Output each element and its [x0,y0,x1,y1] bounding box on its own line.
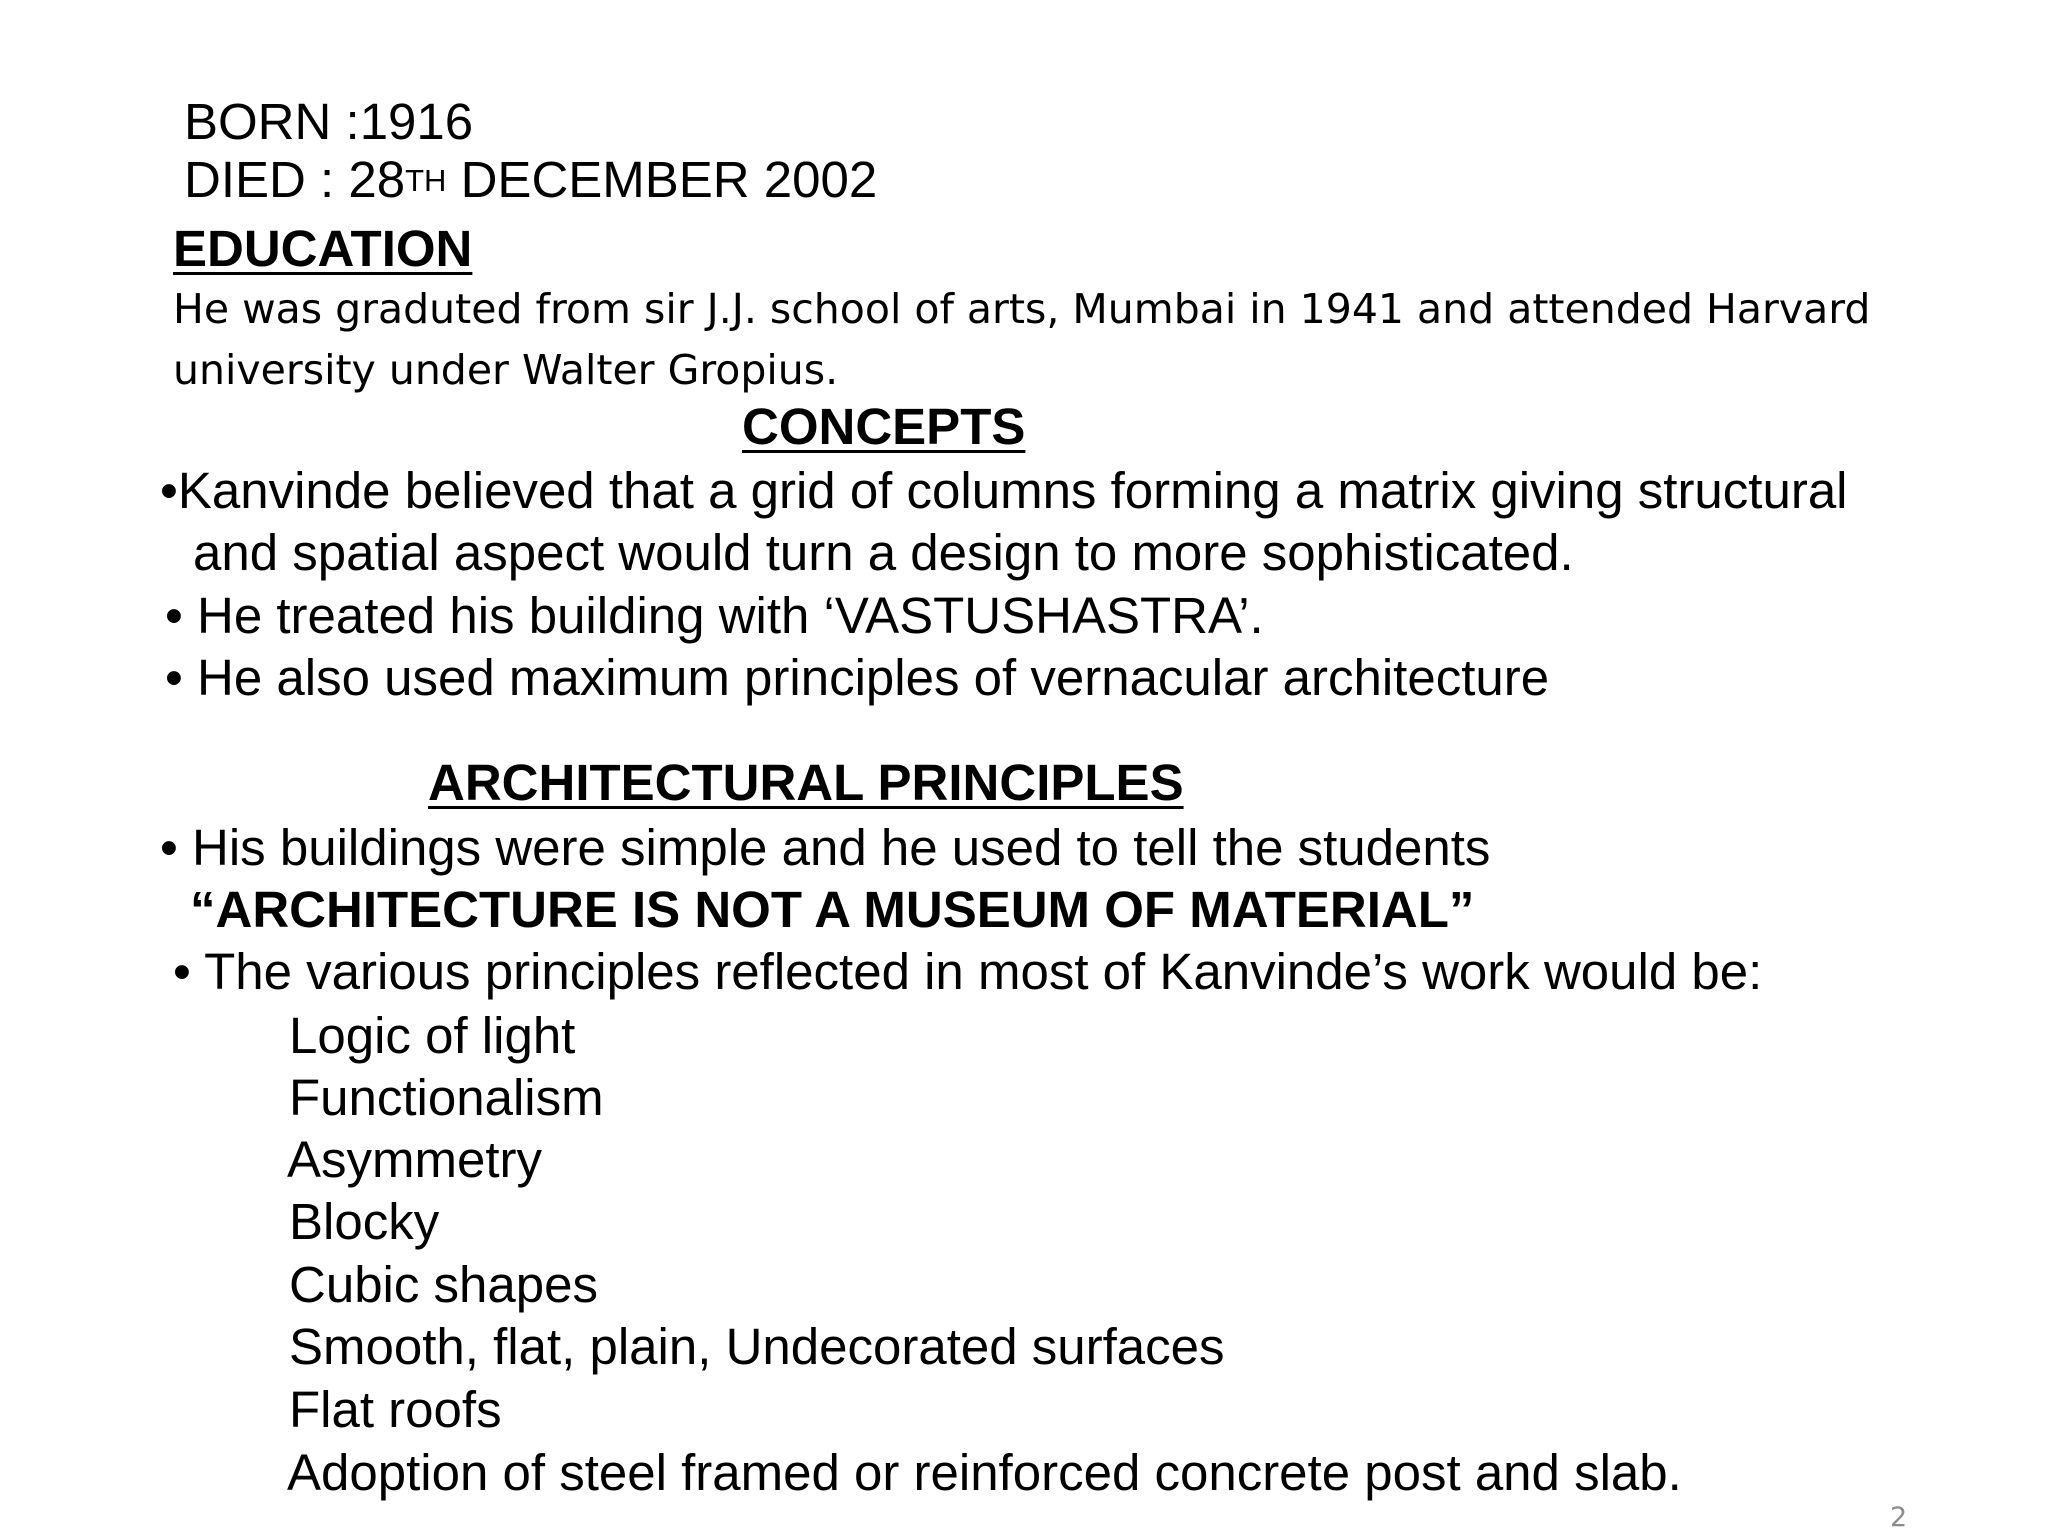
principles-quote: “ARCHITECTURE IS NOT A MUSEUM OF MATERIAL” [190,881,1475,938]
education-heading: EDUCATION [173,220,473,277]
education-line-1: He was graduted from sir J.J. school of arts, Mumbai in 1941 and attended Harvard [173,285,1871,333]
died-day: 28 [348,151,406,208]
principle-item: Cubic shapes [289,1256,599,1313]
principle-item: Adoption of steel framed or reinforced concrete post and slab. [287,1444,1682,1501]
principle-item: Blocky [289,1193,440,1250]
principle-item: Logic of light [289,1007,576,1064]
died-rest: DECEMBER 2002 [446,151,878,208]
born-line [184,93,474,150]
principles-intro: • His buildings were simple and he used to tell the students [160,819,1491,876]
principle-item: Flat roofs [289,1381,502,1438]
concepts-item-1-cont: and spatial aspect would turn a design to more sophisticated. [193,524,1574,581]
principle-item: Smooth, flat, plain, Undecorated surfaces [289,1318,1225,1375]
principle-item: Functionalism [289,1069,604,1126]
died-suffix: TH [405,163,447,198]
principles-heading: ARCHITECTURAL PRINCIPLES [428,754,1184,811]
education-line-2: university under Walter Gropius. [173,346,839,394]
born-label: BORN : [184,93,360,150]
page-number: 2 [1890,1502,1908,1533]
concepts-item-3: • He also used maximum principles of vernacular architecture [165,649,1550,706]
concepts-heading: CONCEPTS [742,398,1026,455]
concepts-item-1: •Kanvinde believed that a grid of columns forming a matrix giving structural [160,462,1848,519]
born-value: 1916 [359,93,474,150]
died-label: DIED : [184,151,349,208]
principles-lead: • The various principles reflected in most of Kanvinde’s work would be: [173,943,1763,1000]
principle-item: Asymmetry [287,1131,542,1188]
died-line [184,151,878,208]
concepts-item-2: • He treated his building with ‘VASTUSHASTRA’. [165,587,1264,644]
